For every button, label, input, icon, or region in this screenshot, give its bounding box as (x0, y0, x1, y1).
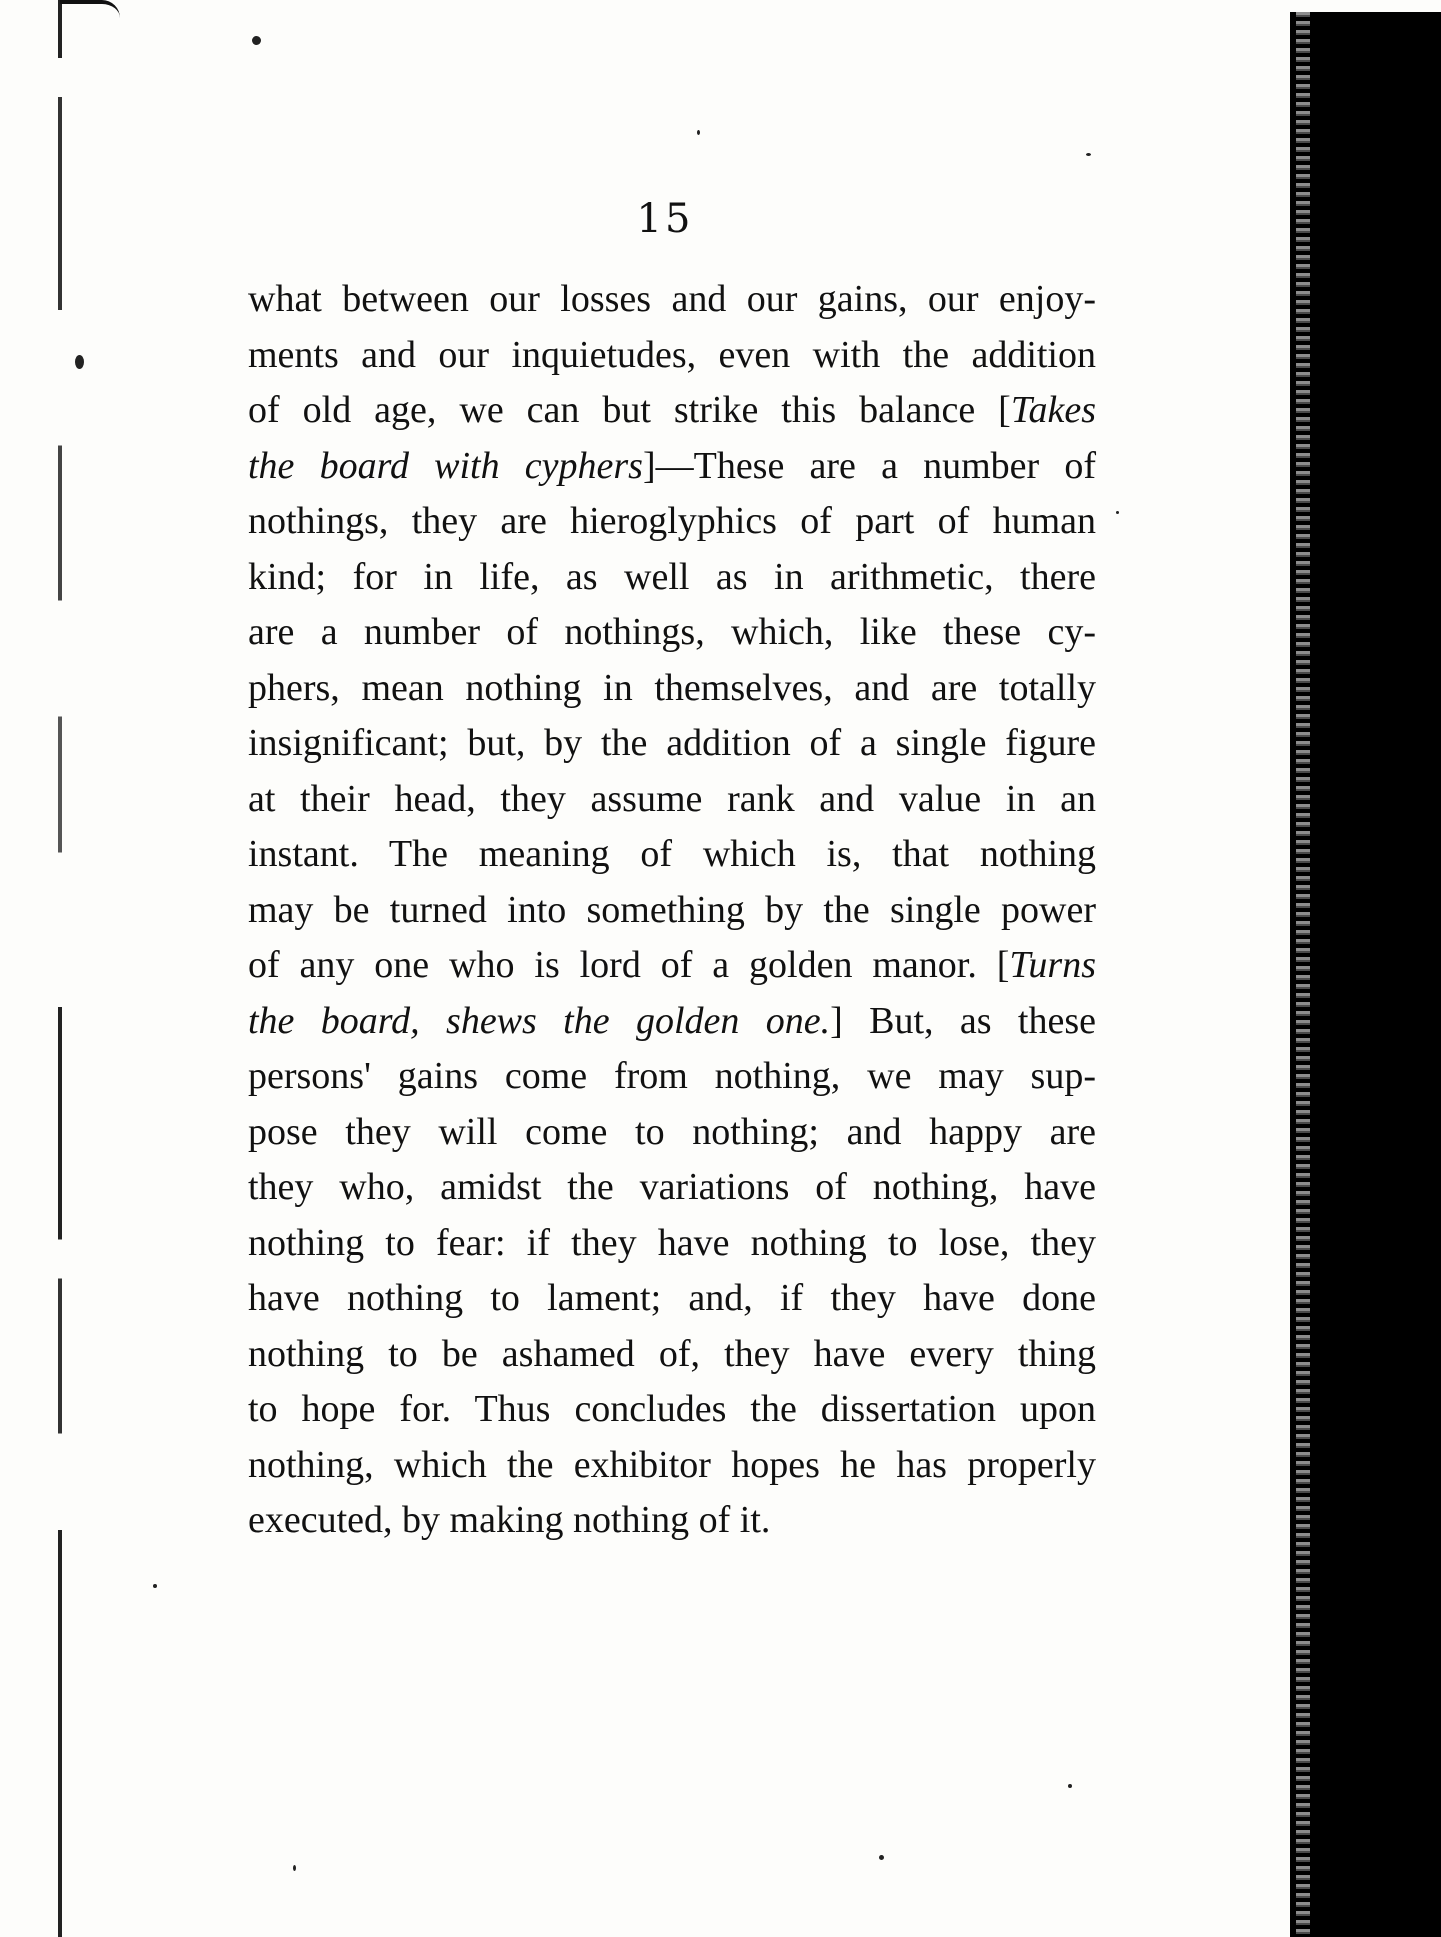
text-run: to hope for. Thus concludes the dissertation upon (248, 1388, 1096, 1430)
text-line (248, 1216, 1096, 1272)
text-line (248, 1438, 1096, 1494)
text-run: they who, amidst the variations of nothing, have (248, 1166, 1096, 1208)
dust-speck (879, 1855, 884, 1860)
page-number: 15 (636, 196, 694, 242)
text-run: may be turned into something by the single power (248, 888, 1096, 931)
text-run: nothing to fear: if they have nothing to lose, they (248, 1221, 1096, 1264)
text-run: phers, mean nothing in themselves, and are totally (248, 666, 1096, 709)
text-line (248, 439, 1096, 495)
text-run: nothings, they are hieroglyphics of part of human (248, 500, 1096, 542)
text-line (248, 1327, 1096, 1383)
text-line (248, 994, 1096, 1050)
text-run: insignificant; but, by the addition of a single figure (248, 722, 1096, 764)
text-run: nothing to be ashamed of, they have every thing (248, 1332, 1096, 1375)
text-run: nothing, which the exhibitor hopes he has properly (248, 1443, 1096, 1486)
binding-edge (58, 0, 62, 1937)
dust-speck (1068, 1784, 1072, 1788)
text-line (248, 1105, 1096, 1161)
text-line (248, 328, 1096, 384)
dust-speck (1086, 153, 1091, 156)
text-line (248, 772, 1096, 828)
text-run: what between our losses and our gains, our enjoy- (248, 278, 1096, 320)
dust-speck (252, 36, 261, 45)
text-run: ments and our inquietudes, even with the addition (248, 333, 1096, 376)
dust-speck (1116, 511, 1119, 514)
text-run: of any one who is lord of a golden manor. [ (248, 944, 1010, 986)
text-line (248, 383, 1096, 439)
dust-speck (697, 130, 700, 135)
italic-stage-direction: Turns (1009, 944, 1096, 986)
scanner-shadow (1290, 12, 1441, 1937)
text-run: have nothing to lament; and, if they have done (248, 1277, 1096, 1319)
text-line (248, 272, 1096, 328)
text-line (248, 1049, 1096, 1105)
text-line (248, 1160, 1096, 1216)
text-line (248, 1271, 1096, 1327)
text-line (248, 827, 1096, 883)
text-run: are a number of nothings, which, like these cy- (248, 611, 1096, 653)
text-line (248, 605, 1096, 661)
scanner-shadow-fringe (1296, 12, 1310, 1937)
binding-top-curve (60, 0, 120, 18)
text-line (248, 494, 1096, 550)
text-run: pose they will come to nothing; and happy are (248, 1110, 1096, 1153)
text-run: instant. The meaning of which is, that nothing (248, 833, 1096, 875)
text-run: at their head, they assume rank and value in an (248, 777, 1096, 820)
text-line (248, 1493, 1096, 1549)
text-run: ]—These are a number of (642, 444, 1097, 487)
text-run: persons' gains come from nothing, we may sup- (248, 1055, 1096, 1097)
text-run: executed, by making nothing of it. (248, 1499, 771, 1541)
dust-speck (75, 355, 84, 369)
text-line (248, 1382, 1096, 1438)
text-run: of old age, we can but strike this balance [ (248, 389, 1011, 431)
text-line (248, 550, 1096, 606)
text-run: kind; for in life, as well as in arithmetic, there (248, 555, 1096, 598)
italic-stage-direction: Takes (1010, 389, 1096, 431)
italic-stage-direction: the board, shews the golden one. (248, 999, 831, 1042)
text-run: ] But, as these (830, 999, 1096, 1042)
italic-stage-direction: the board with cyphers (248, 444, 643, 487)
dust-speck (293, 1865, 296, 1871)
body-text (248, 272, 1096, 1549)
text-line (248, 883, 1096, 939)
text-line (248, 661, 1096, 717)
dust-speck (153, 1584, 157, 1588)
text-line (248, 716, 1096, 772)
text-line (248, 938, 1096, 994)
